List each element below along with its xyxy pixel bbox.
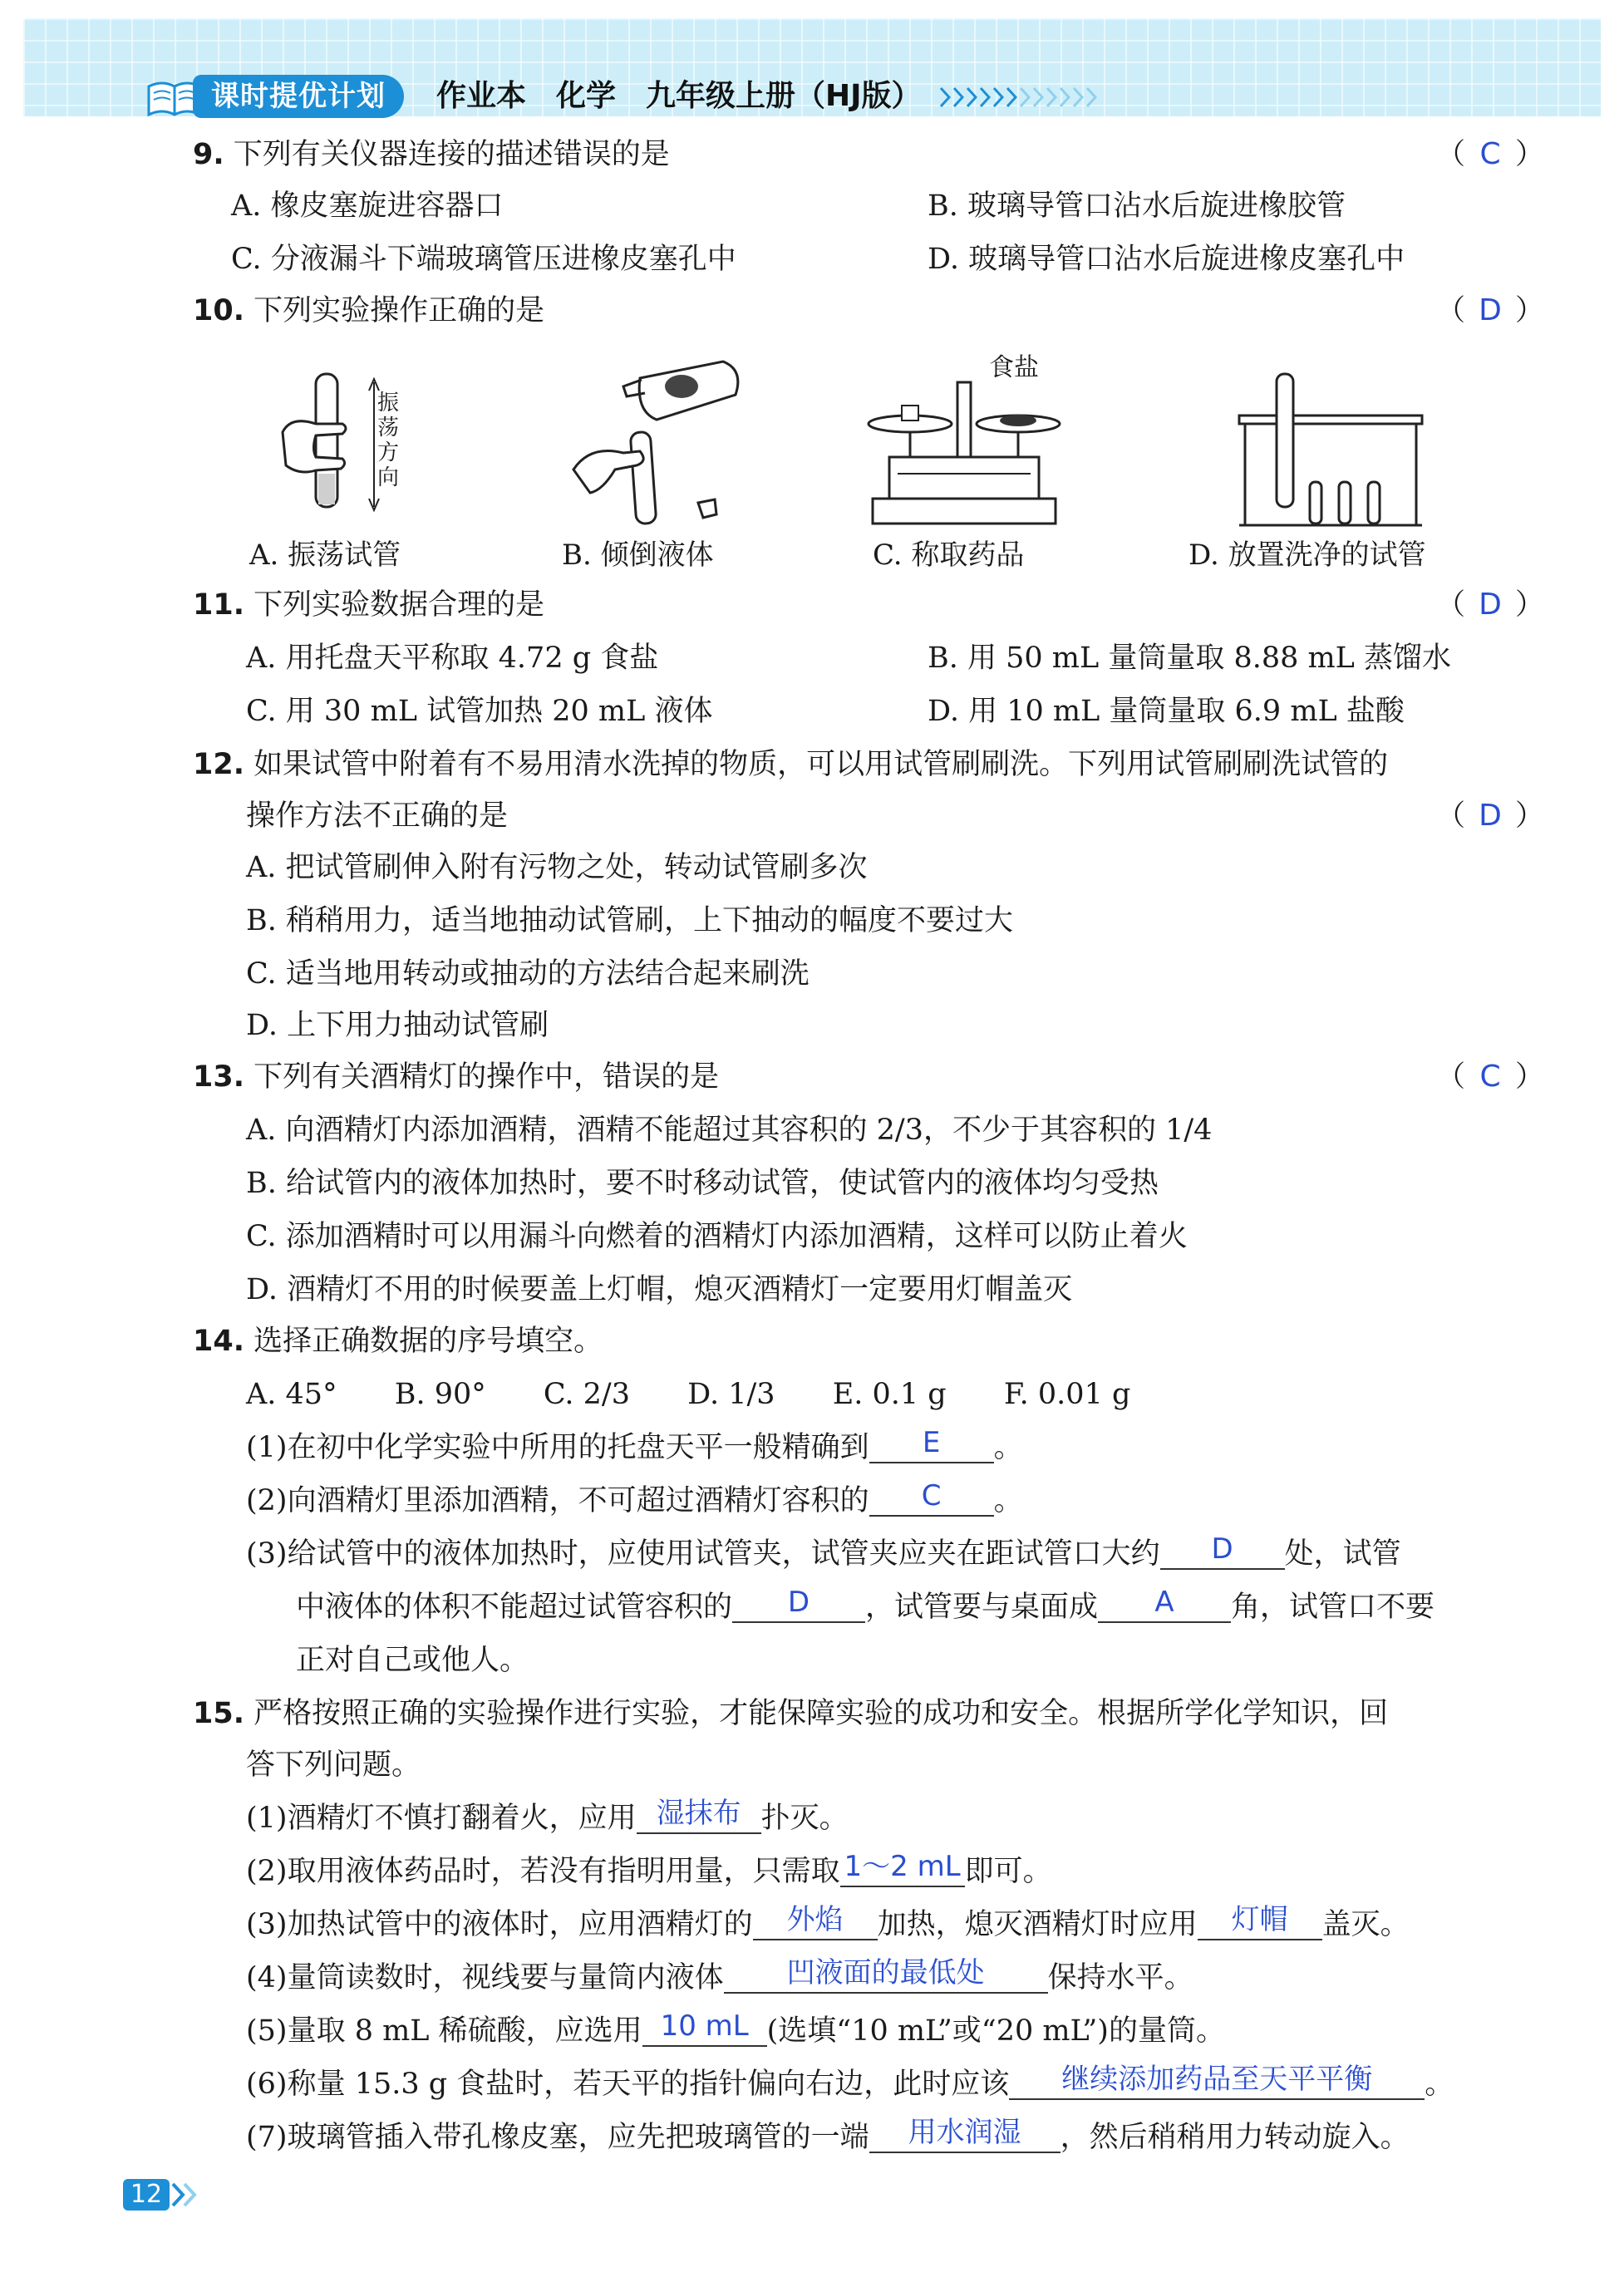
prompt-text: ，然后稍稍用力转动旋入。 (1060, 2121, 1410, 2154)
prompt-text: (3)加热试管中的液体时，应用酒精灯的 (246, 1908, 753, 1941)
q14-part-3 (246, 1532, 1401, 1576)
answer-blank: D (1160, 1530, 1285, 1570)
question-number: 13. (193, 1060, 245, 1094)
option-a: A. 橡皮塞旋进容器口 (231, 189, 504, 223)
prompt-text: (5)量取 8 mL 稀硫酸，应选用 (246, 2014, 642, 2048)
answer-blank: 继续添加药品至天平平衡 (1009, 2060, 1425, 2100)
answer-paren: （ C ） (1436, 133, 1544, 176)
choice-item: F. 0.01 g (1003, 1378, 1131, 1411)
answer-blank: 凹液面的最低处 (724, 1954, 1048, 1994)
prompt-text: 。 (993, 1484, 1023, 1517)
figure-caption-c: C. 称取药品 (873, 539, 1025, 572)
answer-blank: 湿抹布 (637, 1794, 761, 1834)
answer-value: C (1479, 1060, 1501, 1094)
question-text: 下列实验操作正确的是 (253, 294, 545, 327)
answer-value: C (1479, 137, 1501, 171)
option-a: A. 把试管刷伸入附有污物之处，转动试管刷多次 (246, 851, 868, 884)
answer-blank: 10 mL (642, 2007, 767, 2047)
question-number: 11. (193, 588, 245, 622)
question-text: 下列有关酒精灯的操作中，错误的是 (253, 1060, 720, 1094)
answer-blank: E (869, 1424, 994, 1463)
q15-part-4 (246, 1956, 1193, 1999)
choice-item: D. 1/3 (687, 1378, 775, 1411)
answer-paren: （ D ） (1436, 583, 1544, 627)
question-number: 14. (193, 1325, 245, 1358)
question-text: 选择正确数据的序号填空。 (253, 1325, 603, 1358)
option-b: B. 稍稍用力，适当地抽动试管刷，上下抽动的幅度不要过大 (246, 904, 1013, 937)
q15-part-2 (246, 1850, 1052, 1893)
option-b: B. 用 50 mL 量筒量取 8.88 mL 蒸馏水 (928, 642, 1452, 675)
option-c: C. 添加酒精时可以用漏斗向燃着的酒精灯内添加酒精，这样可以防止着火 (246, 1220, 1188, 1253)
q15-part-3 (246, 1903, 1410, 1946)
question-number: 10. (193, 294, 245, 327)
answer-paren: （ D ） (1436, 794, 1544, 838)
q14-part-3-end: 正对自己或他人。 (296, 1644, 529, 1677)
pour-liquid-figure (557, 345, 756, 536)
answer-blank: C (869, 1477, 994, 1517)
book-title: 作业本 化学 九年级上册（HJ版） (436, 79, 922, 113)
prompt-text: 。 (1425, 2068, 1454, 2101)
prompt-text: 加热，熄灭酒精灯时应用 (877, 1908, 1198, 1941)
prompt-text: (2)向酒精灯里添加酒精，不可超过酒精灯容积的 (246, 1484, 869, 1517)
question-11-stem (193, 583, 544, 627)
chevron-right-icon (170, 2179, 203, 2211)
answer-blank: D (732, 1583, 865, 1623)
figure-caption-a: A. 振荡试管 (249, 539, 401, 572)
option-c: C. 适当地用转动或抽动的方法结合起来刷洗 (246, 957, 810, 991)
question-text: 下列有关仪器连接的描述错误的是 (233, 138, 670, 171)
prompt-text: (6)称量 15.3 g 食盐时，若天平的指针偏向右边，此时应该 (246, 2068, 1010, 2101)
option-a: A. 用托盘天平称取 4.72 g 食盐 (246, 642, 659, 675)
prompt-text: 扑灭。 (760, 1802, 849, 1835)
shake-direction-label: 振荡方向 (377, 391, 400, 490)
option-b: B. 给试管内的液体加热时，要不时移动试管，使试管内的液体均匀受热 (246, 1167, 1159, 1200)
option-b: B. 玻璃导管口沾水后旋进橡胶管 (928, 189, 1346, 223)
answer-blank: 灯帽 (1198, 1901, 1322, 1940)
test-tube-rack-figure (1235, 366, 1426, 532)
balance-scale-figure (864, 366, 1064, 532)
question-14-stem (193, 1320, 603, 1363)
page-number: 12 (123, 2179, 170, 2211)
option-a: A. 向酒精灯内添加酒精，酒精不能超过其容积的 2/3，不少于其容积的 1/4 (246, 1114, 1213, 1147)
prompt-text: 盖灭。 (1321, 1908, 1410, 1941)
question-12-stem-cont: 操作方法不正确的是 (246, 799, 509, 833)
question-text: 下列实验数据合理的是 (253, 588, 545, 622)
answer-value: D (1479, 588, 1502, 622)
answer-value: D (1479, 293, 1502, 327)
choice-list (246, 1373, 1130, 1416)
prompt-text: 保持水平。 (1047, 1961, 1193, 1994)
prompt-text: 。 (993, 1431, 1023, 1464)
figure-caption-b: B. 倾倒液体 (562, 539, 714, 572)
prompt-text: (1)酒精灯不慎打翻着火，应用 (246, 1802, 637, 1835)
question-number: 15. (193, 1697, 245, 1730)
choice-item: C. 2/3 (543, 1378, 630, 1411)
option-c: C. 用 30 mL 试管加热 20 mL 液体 (246, 695, 713, 728)
question-13-stem (193, 1055, 719, 1099)
prompt-text: (3)给试管中的液体加热时，应使用试管夹，试管夹应夹在距试管口大约 (246, 1537, 1160, 1571)
prompt-text: (4)量筒读数时，视线要与量筒内液体 (246, 1961, 724, 1994)
prompt-text: (选填“10 mL”或“20 mL”)的量筒。 (766, 2014, 1225, 2048)
q14-part-3-cont (296, 1586, 1435, 1629)
answer-blank: 1～2 mL (840, 1847, 965, 1887)
answer-paren: （ D ） (1436, 289, 1544, 332)
prompt-text: (1)在初中化学实验中所用的托盘天平一般精确到 (246, 1431, 869, 1464)
answer-value: D (1479, 799, 1502, 833)
choice-item: A. 45° (246, 1378, 337, 1411)
answer-paren: （ C ） (1436, 1055, 1544, 1099)
choice-item: E. 0.1 g (832, 1378, 947, 1411)
question-15-stem-cont: 答下列问题。 (246, 1748, 421, 1782)
option-d: D. 用 10 mL 量筒量取 6.9 mL 盐酸 (928, 695, 1405, 728)
chevron-arrows-icon (937, 83, 1120, 111)
option-d: D. 玻璃导管口沾水后旋进橡皮塞孔中 (928, 243, 1405, 276)
question-15-stem (193, 1692, 1388, 1735)
answer-blank: A (1098, 1583, 1231, 1623)
q15-part-7 (246, 2116, 1410, 2159)
question-9-stem (193, 133, 670, 176)
question-number: 9. (193, 138, 224, 171)
question-number: 12. (193, 748, 245, 781)
question-text: 如果试管中附着有不易用清水洗掉的物质，可以用试管刷刷洗。下列用试管刷刷洗试管的 (253, 748, 1389, 781)
prompt-text: (7)玻璃管插入带孔橡皮塞，应先把玻璃管的一端 (246, 2121, 869, 2154)
figure-caption-d: D. 放置洗净的试管 (1188, 539, 1426, 572)
option-d: D. 上下用力抽动试管刷 (246, 1009, 549, 1042)
prompt-text: 处，试管 (1284, 1537, 1401, 1571)
answer-blank: 用水润湿 (869, 2113, 1061, 2153)
q15-part-6 (246, 2063, 1454, 2106)
q15-part-1 (246, 1797, 849, 1840)
salt-label: 食盐 (989, 353, 1039, 382)
answer-blank: 外焰 (753, 1901, 878, 1940)
option-d: D. 酒精灯不用的时候要盖上灯帽，熄灭酒精灯一定要用灯帽盖灭 (246, 1273, 1073, 1306)
q14-part-1 (246, 1426, 1023, 1469)
question-10-stem (193, 289, 544, 332)
prompt-text: 角，试管口不要 (1231, 1591, 1435, 1624)
option-c: C. 分液漏斗下端玻璃管压进橡皮塞孔中 (231, 243, 736, 276)
brand-badge: 课时提优计划 (193, 75, 404, 118)
question-12-stem (193, 743, 1388, 786)
prompt-text: 即可。 (964, 1855, 1052, 1888)
q14-part-2 (246, 1479, 1023, 1522)
prompt-text: 中液体的体积不能超过试管容积的 (296, 1591, 733, 1624)
prompt-text: ，试管要与桌面成 (865, 1591, 1099, 1624)
choice-item: B. 90° (394, 1378, 486, 1411)
prompt-text: (2)取用液体药品时，若没有指明用量，只需取 (246, 1855, 840, 1888)
question-text: 严格按照正确的实验操作进行实验，才能保障实验的成功和安全。根据所学化学知识，回 (253, 1697, 1389, 1730)
q15-part-5 (246, 2009, 1225, 2053)
